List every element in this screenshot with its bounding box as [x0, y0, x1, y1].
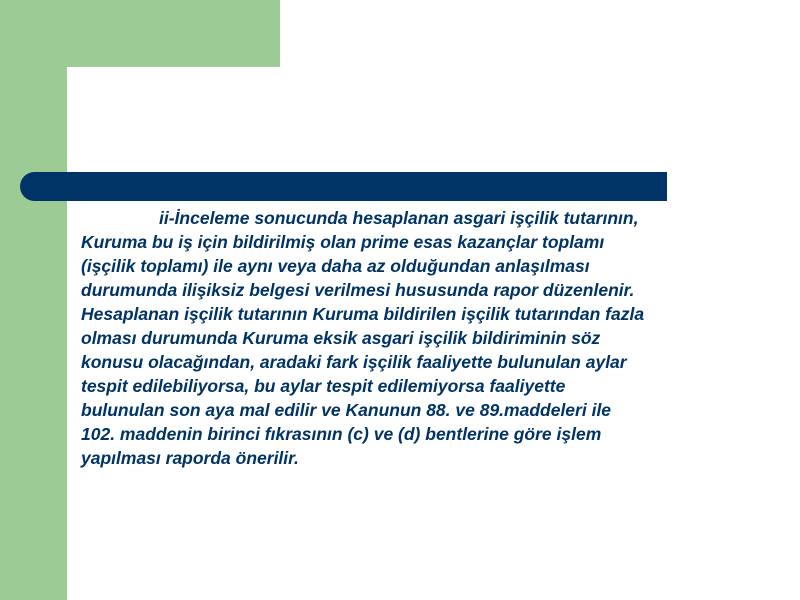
title-bar	[20, 172, 667, 201]
decorative-green-side-band	[0, 0, 67, 600]
decorative-green-top-band	[0, 0, 280, 67]
slide-body-text	[81, 206, 741, 470]
slide-body-content: ii-İnceleme sonucunda hesaplanan asgari işçilik tutarının, Kuruma bu iş için bildirilmiş olan prime esas kazançlar toplamı (işçilik toplamı) ile aynı veya daha az olduğundan anlaşılması durumunda ilişiksiz belgesi verilmesi hususunda rapor düzenlenir. Hesaplanan işçilik tutarının Kuruma bildirilen işçilik tutarından fazla olması durumunda Kuruma eksik asgari işçilik bildiriminin söz konusu olacağından, aradaki fark işçilik faaliyette bulunulan aylar tespit edilebiliyorsa, bu aylar tespit edilemiyorsa faaliyette bulunulan son aya mal edilir ve Kanunun 88. ve 89.maddeleri ile 102. maddenin birinci fıkrasının (c) ve (d) bentlerine göre işlem yapılması raporda önerilir.	[81, 208, 645, 468]
decorative-corner-curve	[67, 67, 127, 127]
